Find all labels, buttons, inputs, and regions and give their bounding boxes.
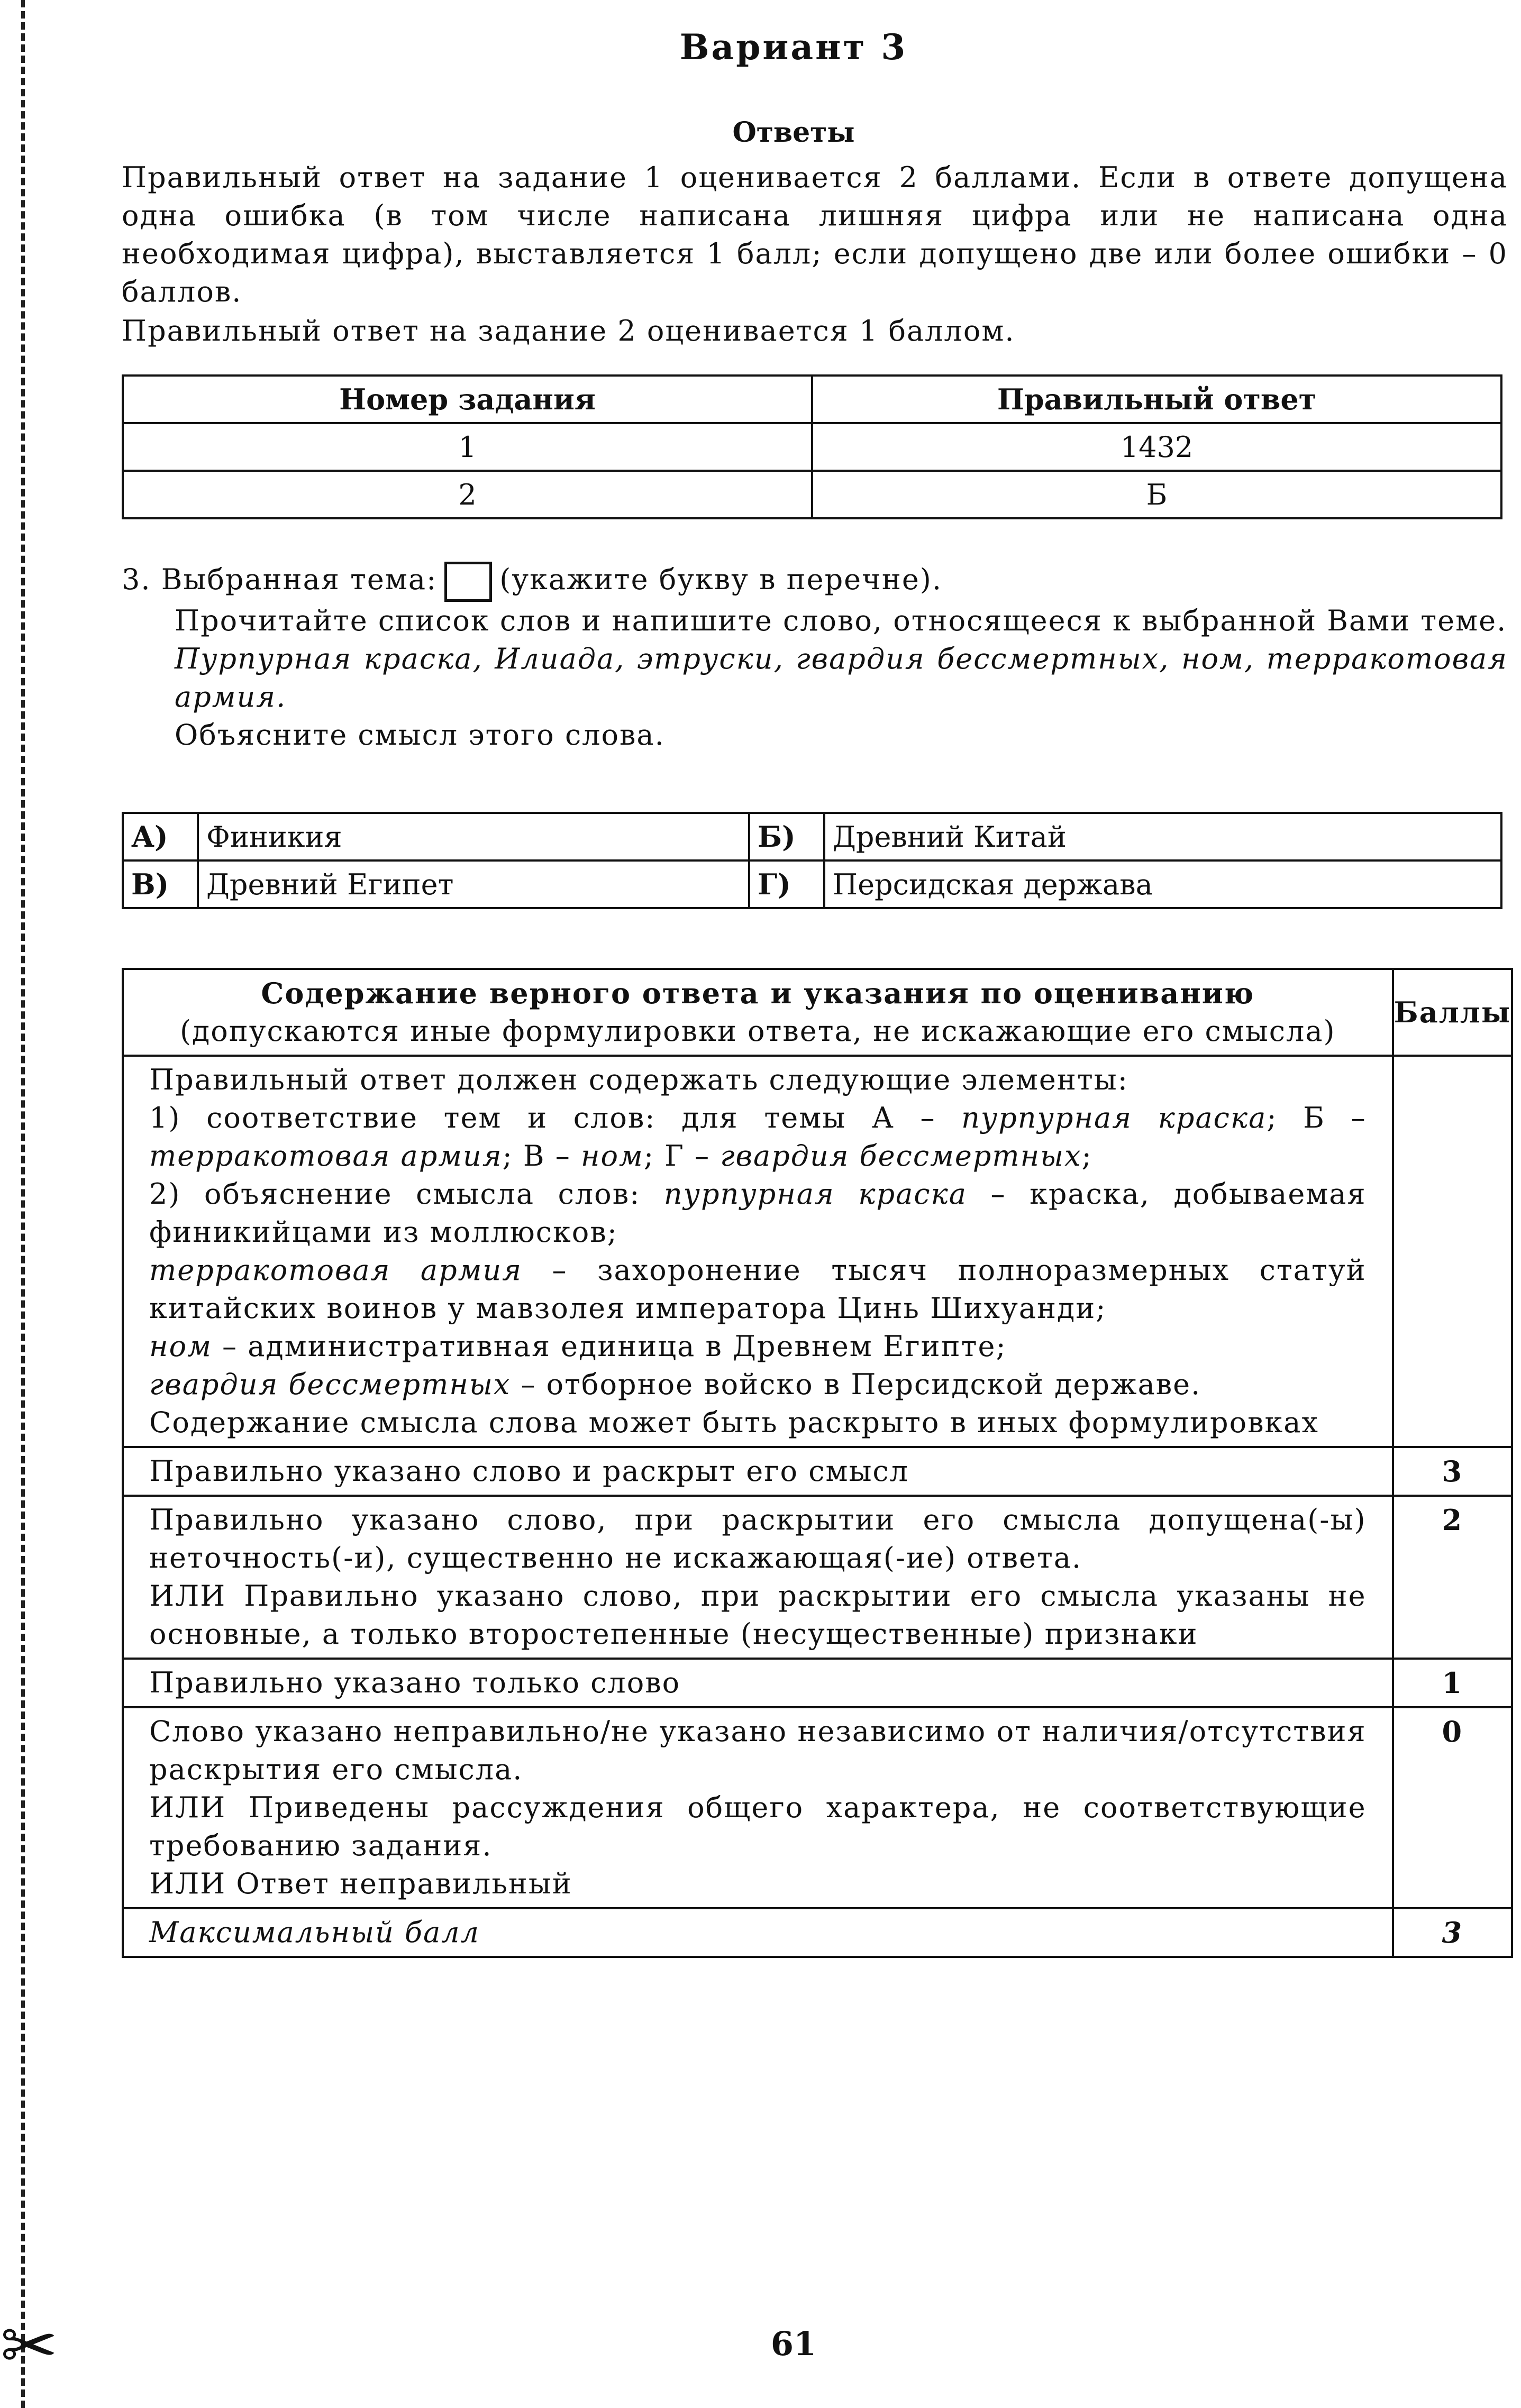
criteria-line: ИЛИ Ответ неправильный bbox=[149, 1867, 572, 1900]
content-line bbox=[149, 1366, 1367, 1404]
task-3-words: Пурпурная краска, Илиада, этруски, гвардия бессмертных, ном, терракотовая армия. bbox=[175, 642, 1508, 713]
content-line bbox=[149, 1327, 1367, 1366]
text-span: – административная единица в Древнем Египте; bbox=[212, 1330, 1007, 1363]
variant-title: Вариант 3 bbox=[679, 26, 908, 68]
task-3-explain: Объясните смысл этого слова. bbox=[175, 718, 665, 752]
criteria-row bbox=[123, 1447, 1512, 1496]
term-span: терракотовая армия bbox=[149, 1139, 503, 1173]
points-value: 1 bbox=[1393, 1659, 1512, 1707]
text-span: – захоронение тысяч полноразмерных статуй китайских воинов у мавзолея императора Цинь Шихуанди; bbox=[149, 1253, 1367, 1325]
cut-line bbox=[21, 0, 25, 2408]
content-line: Содержание смысла слова может быть раскрыто в иных формулировках bbox=[149, 1406, 1319, 1439]
page-number: 61 bbox=[770, 2324, 817, 2363]
points-cell-empty bbox=[1393, 1056, 1512, 1447]
term-span: пурпурная краска bbox=[663, 1177, 967, 1211]
task-3-prompt bbox=[122, 561, 1508, 602]
topic-letter-box[interactable] bbox=[444, 562, 492, 602]
topic-name: Персидская держава bbox=[824, 860, 1501, 908]
answer-content bbox=[123, 1056, 1393, 1447]
term-span: пурпурная краска bbox=[961, 1101, 1267, 1134]
task-number-cell: 2 bbox=[123, 471, 812, 518]
term-span: гвардия бессмертных bbox=[720, 1139, 1082, 1173]
topic-letter: В) bbox=[123, 860, 198, 908]
scoring-intro-2: Правильный ответ на задание 2 оценивается 1 баллом. bbox=[122, 314, 1015, 347]
criteria-line: Правильно указано слово и раскрыт его смысл bbox=[149, 1454, 909, 1488]
term-span: ном bbox=[580, 1139, 644, 1173]
criteria-row bbox=[123, 1496, 1512, 1659]
content-line: Правильный ответ должен содержать следующие элементы: bbox=[149, 1063, 1128, 1096]
scissors-icon: ✂ bbox=[0, 2305, 58, 2386]
points-value: 2 bbox=[1393, 1496, 1512, 1659]
scoring-header-row bbox=[123, 969, 1512, 1056]
criteria-line: Правильно указано слово, при раскрытии его смысла допущена(-ы) неточность(-и), существенно не искажающая(-ие) ответа. bbox=[149, 1503, 1367, 1574]
criteria-text bbox=[123, 1447, 1393, 1496]
answers-heading: Ответы bbox=[732, 116, 855, 149]
text-span: ; Г – bbox=[643, 1139, 721, 1173]
task-3-instruction: Прочитайте список слов и напишите слово, относящееся к выбранной Вами теме. bbox=[175, 604, 1507, 637]
table-row bbox=[123, 860, 1501, 908]
scoring-intro: Правильный ответ на задание 1 оценивается 2 баллами. Если в ответе допущена одна ошибка (в том числе написана лишняя цифра или не написана одна необходимая цифра), выставляется 1 балл; если допущено две или более ошибки – 0 баллов. bbox=[122, 161, 1508, 308]
scoring-table bbox=[122, 968, 1513, 1958]
text-span: ; bbox=[1081, 1139, 1092, 1173]
task-3-prefix: Выбранная тема: bbox=[161, 563, 438, 596]
task-3 bbox=[122, 561, 1508, 754]
content-line bbox=[149, 1099, 1367, 1175]
criteria-line: ИЛИ Правильно указано слово, при раскрытии его смысла указаны не основные, а только второстепенные (несущественные) признаки bbox=[149, 1579, 1367, 1651]
criteria-text bbox=[123, 1707, 1393, 1908]
topic-name: Древний Китай bbox=[824, 813, 1501, 860]
points-header: Баллы bbox=[1393, 969, 1512, 1056]
text-span: 2) объяснение смысла слов: bbox=[149, 1177, 664, 1211]
scoring-header-line2: (допускаются иные формулировки ответа, не искажающие его смысла) bbox=[179, 1014, 1336, 1048]
scoring-header-line1: Содержание верного ответа и указания по оцениванию bbox=[261, 976, 1255, 1010]
answer-cell: 1432 bbox=[812, 423, 1501, 471]
text-span: ; В – bbox=[502, 1139, 581, 1173]
table-row bbox=[123, 813, 1501, 860]
topic-letter: Б) bbox=[749, 813, 824, 860]
term-span: ном bbox=[149, 1330, 212, 1363]
criteria-row bbox=[123, 1659, 1512, 1707]
criteria-row bbox=[123, 1707, 1512, 1908]
criteria-line: Правильно указано только слово bbox=[149, 1666, 681, 1699]
task-3-number: 3. bbox=[122, 563, 151, 596]
criteria-text bbox=[123, 1496, 1393, 1659]
scoring-content-row bbox=[123, 1056, 1512, 1447]
answer-table-header-task: Номер задания bbox=[123, 376, 812, 423]
text-span: – краска, добываемая финикийцами из моллюсков; bbox=[149, 1177, 1367, 1249]
text-span: – отборное войско в Персидской державе. bbox=[511, 1368, 1201, 1401]
task-3-suffix: (укажите букву в перечне). bbox=[499, 563, 943, 596]
topic-letter: А) bbox=[123, 813, 198, 860]
answer-table-header-answer: Правильный ответ bbox=[812, 376, 1501, 423]
max-score-row bbox=[123, 1908, 1512, 1957]
criteria-text bbox=[123, 1659, 1393, 1707]
task-number-cell: 1 bbox=[123, 423, 812, 471]
text-span: ; Б – bbox=[1267, 1101, 1367, 1134]
topics-table bbox=[122, 812, 1502, 909]
term-span: гвардия бессмертных bbox=[149, 1368, 511, 1401]
scoring-header bbox=[123, 969, 1393, 1056]
criteria-line: Слово указано неправильно/не указано независимо от наличия/отсутствия раскрытия его смысла. bbox=[149, 1715, 1367, 1786]
content-line bbox=[149, 1175, 1367, 1251]
max-score-label: Максимальный балл bbox=[123, 1908, 1393, 1957]
max-score-value: 3 bbox=[1393, 1908, 1512, 1957]
answer-cell: Б bbox=[812, 471, 1501, 518]
points-value: 3 bbox=[1393, 1447, 1512, 1496]
points-value: 0 bbox=[1393, 1707, 1512, 1908]
table-row bbox=[123, 471, 1501, 518]
term-span: терракотовая армия bbox=[149, 1253, 522, 1287]
text-span: 1) соответствие тем и слов: для темы А – bbox=[149, 1101, 962, 1134]
topic-letter: Г) bbox=[749, 860, 824, 908]
table-row bbox=[123, 423, 1501, 471]
criteria-line: ИЛИ Приведены рассуждения общего характера, не соответствующие требованию задания. bbox=[149, 1791, 1367, 1862]
topic-name: Древний Египет bbox=[198, 860, 749, 908]
answer-table bbox=[122, 374, 1502, 519]
content-line bbox=[149, 1251, 1367, 1327]
topic-name: Финикия bbox=[198, 813, 749, 860]
